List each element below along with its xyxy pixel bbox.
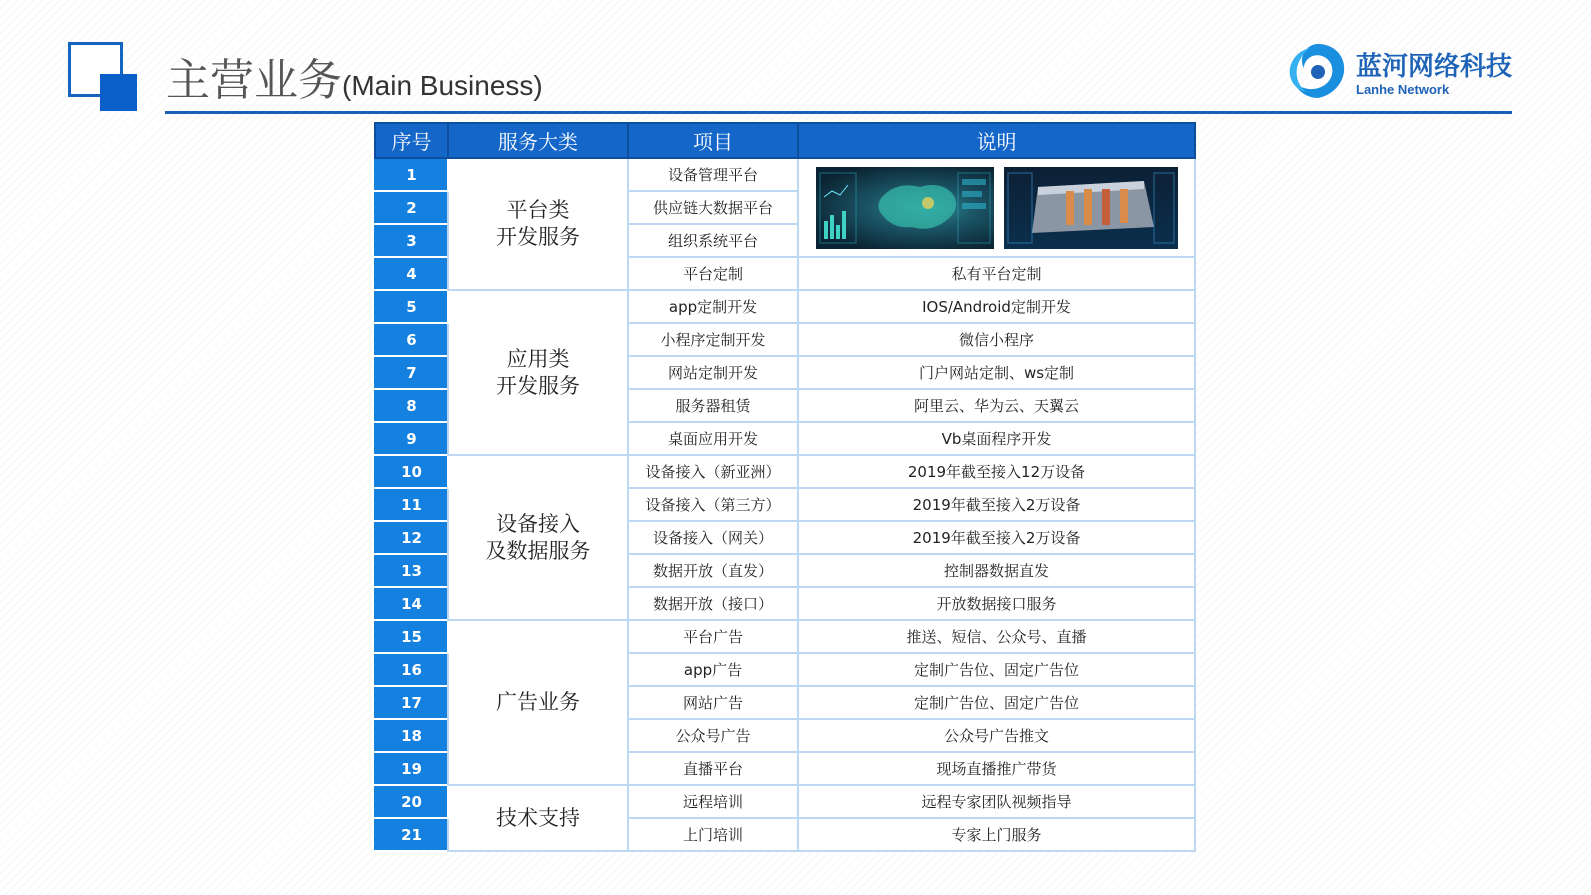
- category-line: 平台类: [506, 198, 570, 222]
- item-cell: 小程序定制开发: [628, 323, 798, 356]
- description-cell: 现场直播推广带货: [798, 752, 1195, 785]
- row-number: 16: [375, 653, 448, 686]
- row-number: 11: [375, 488, 448, 521]
- row-number: 1: [375, 158, 448, 191]
- row-number: 6: [375, 323, 448, 356]
- category-line: 及数据服务: [485, 538, 591, 563]
- item-cell: 数据开放（接口）: [628, 587, 798, 620]
- row-number: 2: [375, 191, 448, 224]
- category-cell: [448, 290, 628, 455]
- row-number: 12: [375, 521, 448, 554]
- description-cell: 公众号广告推文: [798, 719, 1195, 752]
- item-cell: 设备管理平台: [628, 158, 798, 191]
- description-cell: 微信小程序: [798, 323, 1195, 356]
- table-row: [375, 290, 1195, 323]
- item-cell: 直播平台: [628, 752, 798, 785]
- row-number: 3: [375, 224, 448, 257]
- page-title-cn: 主营业务: [166, 55, 342, 106]
- table-row: [375, 620, 1195, 653]
- item-cell: 网站定制开发: [628, 356, 798, 389]
- row-number: 10: [375, 455, 448, 488]
- row-number: 17: [375, 686, 448, 719]
- category-cell: [448, 785, 628, 851]
- category-line: 应用类: [506, 346, 570, 371]
- table-row: [375, 785, 1195, 818]
- row-number: 14: [375, 587, 448, 620]
- company-logo: [1286, 40, 1526, 102]
- category-cell: [448, 620, 628, 785]
- row-number: 7: [375, 356, 448, 389]
- table-header-row: [375, 123, 1195, 158]
- row-number: 19: [375, 752, 448, 785]
- description-cell: 开放数据接口服务: [798, 587, 1195, 620]
- row-number: 5: [375, 290, 448, 323]
- title-divider: [165, 111, 1512, 114]
- description-cell: 阿里云、华为云、天翼云: [798, 389, 1195, 422]
- description-cell: 门户网站定制、ws定制: [798, 356, 1195, 389]
- category-line: 技术支持: [496, 805, 580, 830]
- corner-square-fill: [100, 74, 137, 111]
- description-cell: 2019年截至接入12万设备: [798, 455, 1195, 488]
- table-row: [375, 455, 1195, 488]
- category-line: 开发服务: [496, 373, 580, 398]
- description-cell: 控制器数据直发: [798, 554, 1195, 587]
- header-item: 项目: [628, 123, 798, 158]
- item-cell: 公众号广告: [628, 719, 798, 752]
- row-number: 4: [375, 257, 448, 290]
- item-cell: 设备接入（新亚洲）: [628, 455, 798, 488]
- description-cell: 2019年截至接入2万设备: [798, 521, 1195, 554]
- item-cell: 远程培训: [628, 785, 798, 818]
- item-cell: 上门培训: [628, 818, 798, 851]
- item-cell: 桌面应用开发: [628, 422, 798, 455]
- dashboard-map-thumbnail: [816, 167, 994, 249]
- row-number: 20: [375, 785, 448, 818]
- category-line: 广告业务: [496, 690, 580, 714]
- category-line: 开发服务: [496, 225, 580, 249]
- description-cell: 定制广告位、固定广告位: [798, 686, 1195, 719]
- supply-chain-3d-thumbnail: [1004, 167, 1178, 249]
- category-cell: [448, 158, 628, 290]
- item-cell: app定制开发: [628, 290, 798, 323]
- item-cell: app广告: [628, 653, 798, 686]
- item-cell: 网站广告: [628, 686, 798, 719]
- item-cell: 供应链大数据平台: [628, 191, 798, 224]
- item-cell: 设备接入（第三方）: [628, 488, 798, 521]
- row-number: 21: [375, 818, 448, 851]
- description-cell: 远程专家团队视频指导: [798, 785, 1195, 818]
- description-cell: 定制广告位、固定广告位: [798, 653, 1195, 686]
- description-cell: 推送、短信、公众号、直播: [798, 620, 1195, 653]
- description-cell: 2019年截至接入2万设备: [798, 488, 1195, 521]
- header-no: 序号: [375, 123, 448, 158]
- item-cell: 设备接入（网关）: [628, 521, 798, 554]
- row-number: 18: [375, 719, 448, 752]
- logo-text-cn: 蓝河网络科技: [1356, 52, 1513, 82]
- description-cell: 专家上门服务: [798, 818, 1195, 851]
- row-number: 15: [375, 620, 448, 653]
- item-cell: 平台广告: [628, 620, 798, 653]
- business-table: [374, 122, 1196, 852]
- item-cell: 组织系统平台: [628, 224, 798, 257]
- category-line: 设备接入: [496, 511, 580, 536]
- logo-swirl-icon: [1286, 40, 1350, 102]
- platform-screenshots: [798, 158, 1195, 257]
- description-cell: IOS/Android定制开发: [798, 290, 1195, 323]
- table-row: [375, 158, 1195, 191]
- item-cell: 平台定制: [628, 257, 798, 290]
- logo-text-en: Lanhe Network: [1356, 82, 1450, 97]
- item-cell: 数据开放（直发）: [628, 554, 798, 587]
- row-number: 9: [375, 422, 448, 455]
- page-title-en: (Main Business): [342, 70, 543, 101]
- row-number: 8: [375, 389, 448, 422]
- header-description: 说明: [798, 123, 1195, 158]
- row-number: 13: [375, 554, 448, 587]
- header-category: 服务大类: [448, 123, 628, 158]
- description-cell: Vb桌面程序开发: [798, 422, 1195, 455]
- category-cell: [448, 455, 628, 620]
- page-title: [166, 44, 543, 108]
- item-cell: 服务器租赁: [628, 389, 798, 422]
- description-cell: 私有平台定制: [798, 257, 1195, 290]
